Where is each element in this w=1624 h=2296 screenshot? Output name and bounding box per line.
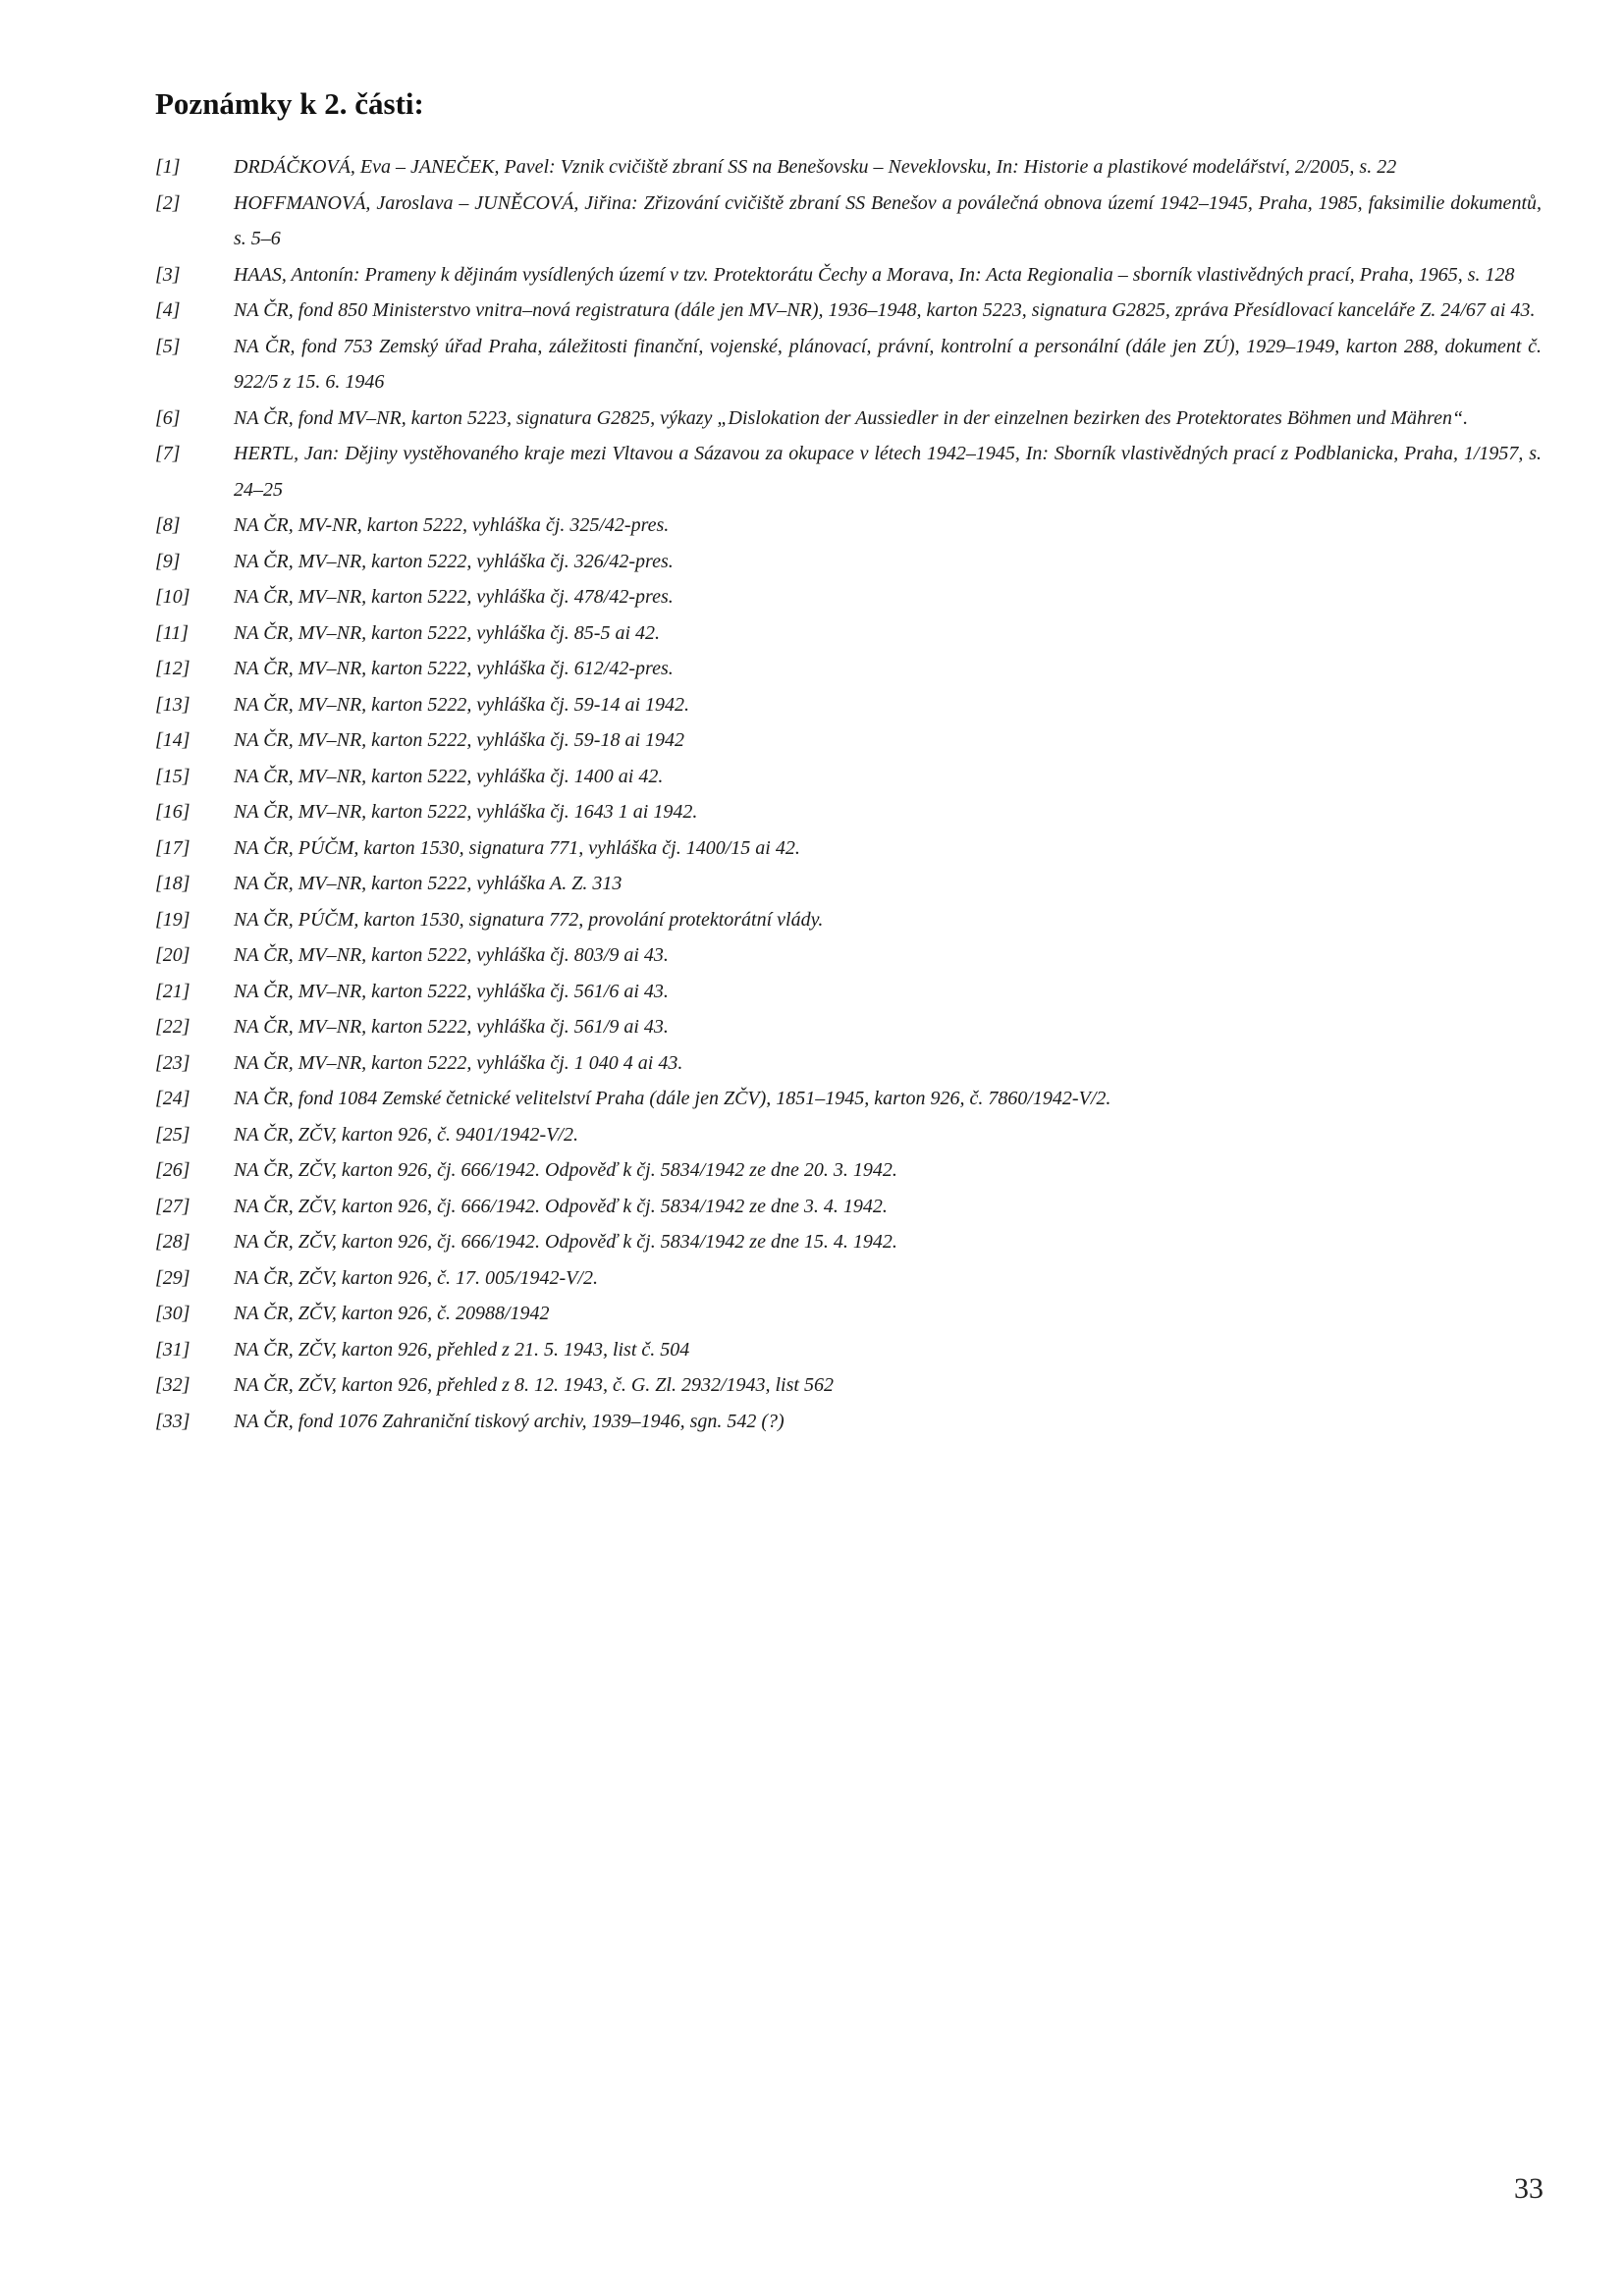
note-item [155, 400, 1542, 437]
note-number: [6] [155, 406, 181, 429]
note-item [155, 1045, 1542, 1082]
note-number: [7] [155, 443, 181, 464]
note-number: [26] [155, 1159, 190, 1181]
note-number: [33] [155, 1410, 190, 1432]
note-number: [5] [155, 335, 181, 357]
note-text: NA ČR, ZČV, karton 926, přehled z 21. 5. 1943, list č. 504 [234, 1338, 690, 1361]
page-heading: Poznámky k 2. části: [155, 86, 424, 121]
note-text: NA ČR, fond 1076 Zahraniční tiskový archiv, 1939–1946, sgn. 542 (?) [234, 1410, 785, 1432]
note-item [155, 722, 1542, 759]
note-item [155, 1404, 1542, 1440]
note-text: NA ČR, MV–NR, karton 5222, vyhláška čj. 1400 ai 42. [234, 765, 664, 787]
note-number: [3] [155, 263, 181, 286]
note-number: [15] [155, 765, 190, 787]
note-item [155, 1189, 1542, 1225]
note-number: [20] [155, 944, 190, 966]
note-item [155, 293, 1542, 329]
note-text: NA ČR, MV–NR, karton 5222, vyhláška čj. 85-5 ai 42. [234, 621, 661, 644]
note-number: [19] [155, 908, 190, 931]
note-number: [27] [155, 1195, 190, 1217]
note-text: NA ČR, fond 753 Zemský úřad Praha, záležitosti finanční, vojenské, plánovací, právní, kontrolní a personální (dále jen ZÚ), 1929–1949, karton 288, dokument č. 922/5 z 15. 6. 1946 [234, 335, 1542, 393]
note-item [155, 615, 1542, 652]
note-number: [21] [155, 980, 190, 1002]
note-number: [25] [155, 1123, 190, 1146]
note-text: NA ČR, MV–NR, karton 5222, vyhláška čj. 478/42-pres. [234, 586, 674, 608]
note-number: [29] [155, 1266, 190, 1289]
note-text: NA ČR, PÚČM, karton 1530, signatura 771, vyhláška čj. 1400/15 ai 42. [234, 836, 800, 859]
note-item [155, 1224, 1542, 1260]
note-text: HAAS, Antonín: Prameny k dějinám vysídlených území v tzv. Protektorátu Čechy a Morava, In: Acta Regionalia – sborník vlastivědných prací, Praha, 1965, s. 128 [234, 263, 1515, 286]
note-number: [9] [155, 550, 181, 572]
note-text: NA ČR, MV-NR, karton 5222, vyhláška čj. 325/42-pres. [234, 514, 670, 536]
note-item [155, 1260, 1542, 1297]
note-text: NA ČR, MV–NR, karton 5222, vyhláška čj. 1643 1 ai 1942. [234, 801, 698, 823]
note-number: [31] [155, 1338, 190, 1361]
note-number: [13] [155, 693, 190, 716]
note-item [155, 902, 1542, 938]
note-item [155, 1081, 1542, 1117]
note-item [155, 1117, 1542, 1153]
note-number: [4] [155, 299, 181, 321]
note-number: [22] [155, 1016, 190, 1038]
note-item [155, 1296, 1542, 1332]
note-number: [32] [155, 1374, 190, 1396]
note-item [155, 1367, 1542, 1404]
note-text: NA ČR, ZČV, karton 926, č. 9401/1942-V/2. [234, 1123, 578, 1146]
page-number: 33 [1514, 2172, 1543, 2205]
note-item [155, 149, 1542, 186]
note-text: NA ČR, fond 1084 Zemské četnické velitelství Praha (dále jen ZČV), 1851–1945, karton 926, č. 7860/1942-V/2. [234, 1088, 1111, 1109]
note-number: [12] [155, 658, 190, 679]
note-item [155, 1152, 1542, 1189]
note-item [155, 186, 1542, 257]
note-item [155, 937, 1542, 974]
note-text: NA ČR, ZČV, karton 926, č. 17. 005/1942-V/2. [234, 1266, 598, 1289]
note-text: NA ČR, ZČV, karton 926, č. 20988/1942 [234, 1303, 550, 1324]
note-text: NA ČR, MV–NR, karton 5222, vyhláška čj. 1 040 4 ai 43. [234, 1051, 683, 1074]
note-text: NA ČR, MV–NR, karton 5222, vyhláška čj. 326/42-pres. [234, 550, 674, 572]
note-number: [10] [155, 586, 190, 608]
note-item [155, 436, 1542, 507]
note-text: NA ČR, MV–NR, karton 5222, vyhláška čj. 612/42-pres. [234, 658, 674, 679]
note-text: NA ČR, MV–NR, karton 5222, vyhláška čj. 561/6 ai 43. [234, 980, 669, 1002]
note-item [155, 794, 1542, 830]
note-number: [30] [155, 1303, 190, 1324]
note-item [155, 1009, 1542, 1045]
note-text: HERTL, Jan: Dějiny vystěhovaného kraje mezi Vltavou a Sázavou za okupace v létech 1942–1945, In: Sborník vlastivědných prací z Podblanicka, Praha, 1/1957, s. 24–25 [234, 443, 1542, 501]
note-number: [1] [155, 156, 181, 178]
note-item [155, 329, 1542, 400]
note-text: NA ČR, fond 850 Ministerstvo vnitra–nová registratura (dále jen MV–NR), 1936–1948, karton 5223, signatura G2825, zpráva Přesídlovací kanceláře Z. 24/67 ai 43. [234, 299, 1536, 321]
note-item [155, 257, 1542, 294]
note-number: [17] [155, 836, 190, 859]
note-item [155, 651, 1542, 687]
note-text: NA ČR, MV–NR, karton 5222, vyhláška čj. 803/9 ai 43. [234, 944, 669, 966]
note-number: [28] [155, 1231, 190, 1253]
note-number: [23] [155, 1051, 190, 1074]
note-item [155, 507, 1542, 544]
note-number: [11] [155, 621, 189, 644]
note-item [155, 579, 1542, 615]
note-text: NA ČR, PÚČM, karton 1530, signatura 772, provolání protektorátní vlády. [234, 908, 824, 931]
note-number: [18] [155, 873, 190, 894]
note-item [155, 544, 1542, 580]
note-item [155, 759, 1542, 795]
note-text: NA ČR, ZČV, karton 926, čj. 666/1942. Odpověď k čj. 5834/1942 ze dne 15. 4. 1942. [234, 1231, 897, 1253]
note-text: NA ČR, ZČV, karton 926, čj. 666/1942. Odpověď k čj. 5834/1942 ze dne 3. 4. 1942. [234, 1195, 888, 1217]
note-item [155, 687, 1542, 723]
notes-list [155, 149, 1542, 1439]
note-number: [14] [155, 729, 190, 751]
note-number: [16] [155, 801, 190, 823]
note-text: NA ČR, fond MV–NR, karton 5223, signatura G2825, výkazy „Dislokation der Aussiedler in der einzelnen bezirken des Protektorates Böhmen und Mähren“. [234, 406, 1469, 429]
note-text: NA ČR, ZČV, karton 926, čj. 666/1942. Odpověď k čj. 5834/1942 ze dne 20. 3. 1942. [234, 1159, 897, 1181]
note-text: NA ČR, ZČV, karton 926, přehled z 8. 12. 1943, č. G. Zl. 2932/1943, list 562 [234, 1374, 834, 1396]
note-item [155, 866, 1542, 902]
note-text: NA ČR, MV–NR, karton 5222, vyhláška čj. 59-18 ai 1942 [234, 729, 685, 751]
note-text: DRDÁČKOVÁ, Eva – JANEČEK, Pavel: Vznik cvičiště zbraní SS na Benešovsku – Neveklovsku, In: Historie a plastikové modelářství, 2/2005, s. 22 [234, 156, 1397, 178]
note-item [155, 1332, 1542, 1368]
note-text: HOFFMANOVÁ, Jaroslava – JUNĚCOVÁ, Jiřina: Zřizování cvičiště zbraní SS Benešov a poválečná obnova území 1942–1945, Praha, 1985, faksimilie dokumentů, s. 5–6 [234, 191, 1542, 249]
note-item [155, 974, 1542, 1010]
note-text: NA ČR, MV–NR, karton 5222, vyhláška čj. 561/9 ai 43. [234, 1016, 669, 1038]
note-text: NA ČR, MV–NR, karton 5222, vyhláška čj. 59-14 ai 1942. [234, 693, 690, 716]
note-number: [2] [155, 191, 181, 214]
note-item [155, 830, 1542, 867]
note-number: [24] [155, 1088, 190, 1109]
note-text: NA ČR, MV–NR, karton 5222, vyhláška A. Z. 313 [234, 873, 623, 894]
note-number: [8] [155, 514, 181, 536]
